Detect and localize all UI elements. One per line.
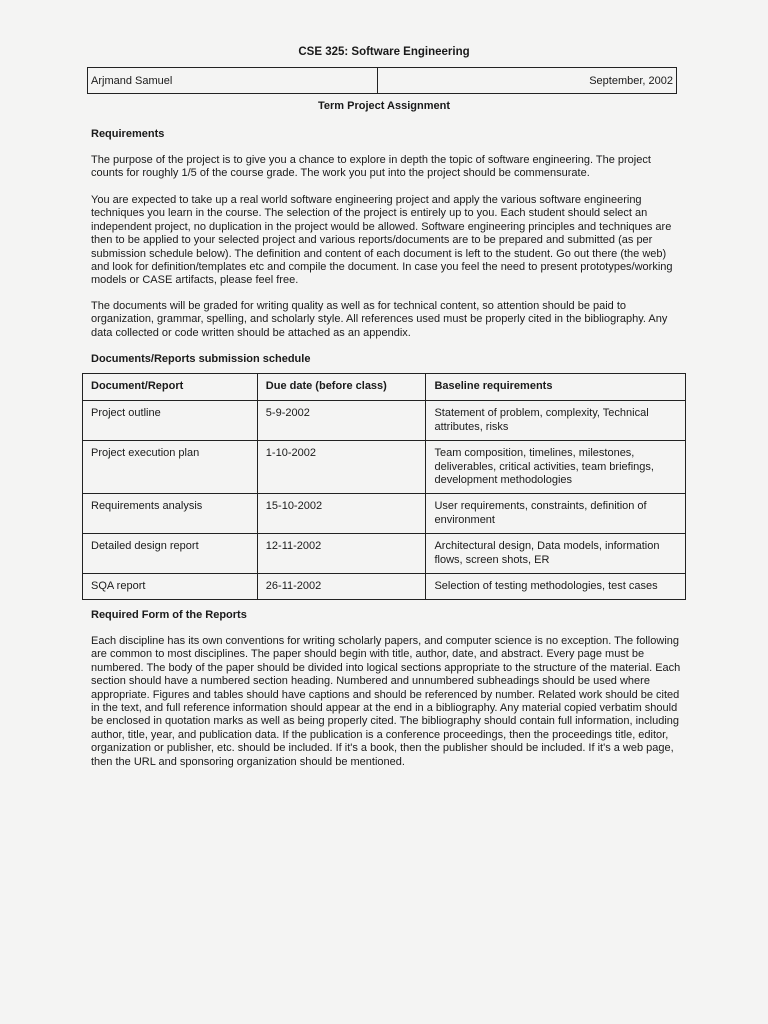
table-cell: Team composition, timelines, milestones, deliverables, critical activities, team briefings, development methodologies (426, 441, 686, 494)
requirements-heading: Requirements (91, 128, 165, 140)
form-paragraph: Each discipline has its own conventions for writing scholarly papers, and computer science is no exception. The following are common to most disciplines. The paper should begin with title, author, date, and abstract. Every page must be numbered. The body of the paper should be divided into logical sections appropriate to the structure of the material. Each section should have a numbered section heading. Numbered and unnumbered subheadings should be used where appropriate. Figures and tables should have captions and should be referenced by number. Related work should be cited in the text, and full reference information should appear at the end in a bibliography. Any material copied verbatim should be enclosed in quotation marks as well as being properly cited. The bibliography should contain full information, including author, title, year, and publication data. If the publication is a conference proceedings, then the proceedings title, editor, organization or publisher, etc. should be included. If it's a book, then the publisher should be included. If it's a web page, then the URL and sponsoring organization should be mentioned. (91, 635, 681, 768)
table-cell: User requirements, constraints, definition of environment (426, 494, 686, 534)
document-date: September, 2002 (378, 68, 677, 94)
table-cell: 12-11-2002 (257, 534, 426, 574)
table-cell: 26-11-2002 (257, 574, 426, 600)
table-row (83, 494, 686, 534)
assignment-title: Term Project Assignment (317, 100, 451, 112)
form-heading: Required Form of the Reports (91, 609, 247, 621)
submission-schedule-table (82, 373, 686, 600)
table-cell: Project execution plan (83, 441, 258, 494)
table-cell: Selection of testing methodologies, test cases (426, 574, 686, 600)
table-cell: Statement of problem, complexity, Technical attributes, risks (426, 401, 686, 441)
table-cell: 1-10-2002 (257, 441, 426, 494)
table-cell: SQA report (83, 574, 258, 600)
table-row (83, 441, 686, 494)
table-row (83, 401, 686, 441)
column-header: Document/Report (83, 374, 258, 401)
column-header: Baseline requirements (426, 374, 686, 401)
table-row (83, 534, 686, 574)
author-date-table (87, 67, 677, 94)
requirements-paragraph-2: You are expected to take up a real world software engineering project and apply the various software engineering techniques you learn in the course. The selection of the project is entirely up to you. Each student should select an independent project, no duplication in the project would be allowed. Software engineering principles and techniques are then to be applied to your selected project and various reports/documents are to be prepared and submitted (as per submission schedule below). The definition and content of each document is left to the student. Go out there (the web) and look for definition/templates etc and compile the document. In case you feel the need to present prototypes/working models or CASE artifacts, please feel free. (91, 194, 673, 287)
table-row (83, 574, 686, 600)
table-cell: Detailed design report (83, 534, 258, 574)
schedule-heading: Documents/Reports submission schedule (91, 353, 311, 365)
requirements-paragraph-1: The purpose of the project is to give you a chance to explore in depth the topic of software engineering. The project counts for roughly 1/5 of the course grade. The work you put into the project should be commensurate. (91, 154, 651, 180)
table-cell: Project outline (83, 401, 258, 441)
course-title: CSE 325: Software Engineering (298, 46, 470, 58)
table-cell: Requirements analysis (83, 494, 258, 534)
column-header: Due date (before class) (257, 374, 426, 401)
author-name: Arjmand Samuel (88, 68, 378, 94)
table-cell: Architectural design, Data models, information flows, screen shots, ER (426, 534, 686, 574)
requirements-paragraph-3: The documents will be graded for writing quality as well as for technical content, so attention should be paid to organization, grammar, spelling, and scholarly style. All references used must be properly cited in the bibliography. Any data collected or code written should be attached as an appendix. (91, 300, 668, 339)
table-header-row (83, 374, 686, 401)
table-cell: 5-9-2002 (257, 401, 426, 441)
table-cell: 15-10-2002 (257, 494, 426, 534)
